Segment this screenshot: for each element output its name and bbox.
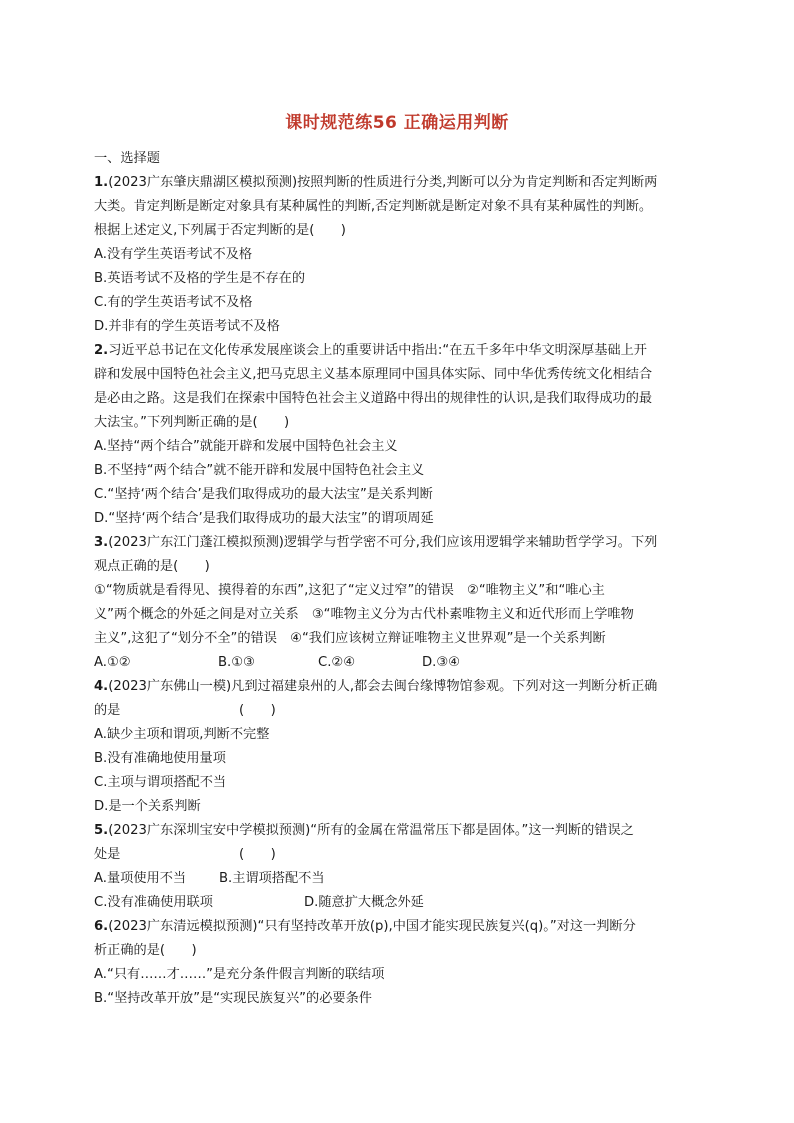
question-line (94, 819, 702, 843)
option-d: D.“坚持‘两个结合’是我们取得成功的最大法宝”的谓项周延 (94, 511, 434, 526)
question-text: (2023广东清远模拟预测)“只有坚持改革开放(p),中国才能实现民族复兴(q)。”对这一判断分 (108, 919, 636, 934)
option-b: B.“坚持改革开放”是“实现民族复兴”的必要条件 (94, 991, 372, 1006)
question-6 (94, 915, 702, 1011)
document-content (94, 147, 702, 1011)
question-text: 义”两个概念的外延之间是对立关系 ③“唯物主义分为古代朴素唯物主义和近代形而上学唯物 (94, 607, 634, 622)
question-text: 的是 ( ) (94, 703, 276, 718)
option-b: B.不坚持“两个结合”就不能开辟和发展中国特色社会主义 (94, 463, 425, 478)
question-text: 辟和发展中国特色社会主义,把马克思主义基本原理同中国具体实际、同中华优秀传统文化相结合 (94, 367, 653, 382)
question-line (94, 675, 702, 699)
option-b: B.主谓项搭配不当 (219, 871, 325, 886)
option-c: C.主项与谓项搭配不当 (94, 775, 227, 790)
question-text: (2023广东深圳宝安中学模拟预测)“所有的金属在常温常压下都是固体。”这一判断的错误之 (108, 823, 634, 838)
question-text: (2023广东肇庆鼎湖区模拟预测)按照判断的性质进行分类,判断可以分为肯定判断和否定判断两 (108, 175, 658, 190)
option-b: B.英语考试不及格的学生是不存在的 (94, 271, 306, 286)
question-line (94, 531, 702, 555)
question-number: 3. (94, 535, 109, 550)
question-number: 6. (94, 919, 109, 934)
question-text: 析正确的是( ) (94, 943, 197, 958)
option-c: C.没有准确使用联项 (94, 895, 213, 910)
question-1 (94, 171, 702, 339)
option-c: C.有的学生英语考试不及格 (94, 295, 253, 310)
question-text: (2023广东江门蓬江模拟预测)逻辑学与哲学密不可分,我们应该用逻辑学来辅助哲学学习。下列 (108, 535, 658, 550)
option-a: A.没有学生英语考试不及格 (94, 247, 253, 262)
options-row (94, 867, 702, 891)
options-row (94, 651, 702, 675)
question-4 (94, 675, 702, 819)
question-text: (2023广东佛山一模)凡到过福建泉州的人,都会去闽台缘博物馆参观。下列对这一判断分析正确 (108, 679, 658, 694)
question-text: 大类。肯定判断是断定对象具有某种属性的判断,否定判断就是断定对象不具有某种属性的判断。 (94, 199, 653, 214)
question-number: 5. (94, 823, 109, 838)
option-a: A.“只有……才……”是充分条件假言判断的联结项 (94, 967, 385, 982)
option-b: B.①③ (218, 655, 255, 670)
option-d: D.是一个关系判断 (94, 799, 201, 814)
option-c: C.“坚持‘两个结合’是我们取得成功的最大法宝”是关系判断 (94, 487, 433, 502)
question-line (94, 915, 702, 939)
question-2 (94, 339, 702, 531)
question-number: 1. (94, 175, 109, 190)
option-a: A.缺少主项和谓项,判断不完整 (94, 727, 270, 742)
question-5 (94, 819, 702, 915)
question-text: 习近平总书记在文化传承发展座谈会上的重要讲话中指出:“在五千多年中华文明深厚基础上开 (108, 343, 647, 358)
option-a: A.坚持“两个结合”就能开辟和发展中国特色社会主义 (94, 439, 398, 454)
section-heading: 一、选择题 (94, 151, 160, 166)
option-a: A.量项使用不当 (94, 871, 187, 886)
question-number: 2. (94, 343, 109, 358)
option-c: C.②④ (318, 655, 356, 670)
options-row (94, 891, 702, 915)
question-3 (94, 531, 702, 675)
question-text: 观点正确的是( ) (94, 559, 210, 574)
option-d: D.并非有的学生英语考试不及格 (94, 319, 280, 334)
question-text: 主义”,这犯了“划分不全”的错误 ④“我们应该树立辩证唯物主义世界观”是一个关系判断 (94, 631, 606, 646)
question-text: 大法宝。”下列判断正确的是( ) (94, 415, 290, 430)
option-a: A.①② (94, 655, 131, 670)
question-text: ①“物质就是看得见、摸得着的东西”,这犯了“定义过窄”的错误 ②“唯物主义”和“唯心主 (94, 583, 605, 598)
question-text: 根据上述定义,下列属于否定判断的是( ) (94, 223, 346, 238)
question-text: 处是 ( ) (94, 847, 276, 862)
page-title: 课时规范练56 正确运用判断 (285, 113, 509, 133)
question-number: 4. (94, 679, 109, 694)
question-line (94, 339, 702, 363)
option-d: D.③④ (422, 655, 460, 670)
question-text: 是必由之路。这是我们在探索中国特色社会主义道路中得出的规律性的认识,是我们取得成功的最 (94, 391, 653, 406)
option-d: D.随意扩大概念外延 (304, 895, 424, 910)
question-line (94, 171, 702, 195)
option-b: B.没有准确地使用量项 (94, 751, 226, 766)
